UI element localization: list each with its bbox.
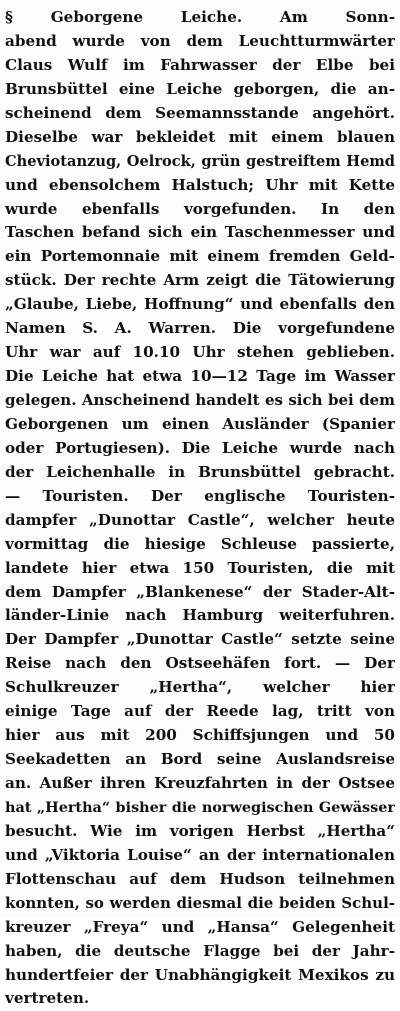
text-line: oder Portugiesen). Die Leiche wurde nach xyxy=(5,438,395,457)
text-line: — Touristen. Der englische Touristen- xyxy=(5,486,395,505)
text-line: einige Tage auf der Reede lag, tritt von xyxy=(5,702,395,721)
text-line: Reise nach den Ostseehäfen fort. — Der xyxy=(5,654,395,673)
text-line: ein Portemonnaie mit einem fremden Geld- xyxy=(5,247,395,266)
text-line: Flottenschau auf dem Hudson teilnehmen xyxy=(5,869,395,888)
text-line: wurde ebenfalls vorgefunden. In den xyxy=(5,199,395,218)
text-line: Seekadetten an Bord seine Auslandsreise xyxy=(5,750,395,769)
text-line: konnten, so werden diesmal die beiden Schul- xyxy=(5,893,395,912)
text-line: vormittag die hiesige Schleuse passierte, xyxy=(5,534,395,553)
text-line: hier aus mit 200 Schiffsjungen und 50 xyxy=(5,726,395,745)
text-line: Brunsbüttel eine Leiche geborgen, die an- xyxy=(5,79,395,98)
text-line: hat „Hertha“ bisher die norwegischen Gewässer xyxy=(5,798,395,816)
text-line: § Geborgene Leiche. Am Sonn- xyxy=(5,8,395,26)
text-line: Uhr war auf 10.10 Uhr stehen geblieben. xyxy=(5,343,395,362)
text-line: länder-Linie nach Hamburg weiterfuhren. xyxy=(5,606,395,625)
text-line: stück. Der rechte Arm zeigt die Tätowierung xyxy=(5,271,395,290)
text-line: der Leichenhalle in Brunsbüttel gebracht. xyxy=(5,462,395,481)
text-line: „Glaube, Liebe, Hoffnung“ und ebenfalls den xyxy=(5,295,395,314)
text-line: Namen S. A. Warren. Die vorgefundene xyxy=(5,319,395,338)
text-line: hundertfeier der Unabhängigkeit Mexikos zu xyxy=(5,965,395,984)
text-line: Taschen befand sich ein Taschenmesser und xyxy=(5,223,395,242)
text-line: besucht. Wie im vorigen Herbst „Hertha“ xyxy=(5,821,395,840)
text-line: scheinend dem Seemannsstande angehört. xyxy=(5,103,395,122)
text-line: Die Leiche hat etwa 10—12 Tage im Wasser xyxy=(5,367,395,386)
text-line: gelegen. Anscheinend handelt es sich bei dem xyxy=(5,391,395,409)
text-line: Geborgenen um einen Ausländer (Spanier xyxy=(5,414,395,433)
text-line: dampfer „Dunottar Castle“, welcher heute xyxy=(5,510,395,529)
text-line: Schulkreuzer „Hertha“, welcher hier xyxy=(5,678,395,697)
text-line: kreuzer „Freya“ und „Hansa“ Gelegenheit xyxy=(5,917,395,936)
text-line: Claus Wulf im Fahrwasser der Elbe bei xyxy=(5,55,395,74)
text-line: Der Dampfer „Dunottar Castle“ setzte seine xyxy=(5,630,395,649)
text-line-last: vertreten. xyxy=(5,989,90,1008)
text-line: und ebensolchem Halstuch; Uhr mit Kette xyxy=(5,175,395,194)
text-line: Dieselbe war bekleidet mit einem blauen xyxy=(5,127,395,146)
text-line: abend wurde von dem Leuchtturmwärter xyxy=(5,31,395,50)
text-line: haben, die deutsche Flagge bei der Jahr- xyxy=(5,941,395,960)
text-line: dem Dampfer „Blankenese“ der Stader-Alt- xyxy=(5,582,395,601)
text-line: und „Viktoria Louise“ an der internationalen xyxy=(5,845,395,864)
text-line: Cheviotanzug, Oelrock, grün gestreiftem Hemd xyxy=(5,152,395,170)
text-line: landete hier etwa 150 Touristen, die mit xyxy=(5,558,395,577)
text-line: an. Außer ihren Kreuzfahrten in der Ostsee xyxy=(5,774,395,792)
article-column xyxy=(5,6,395,1011)
